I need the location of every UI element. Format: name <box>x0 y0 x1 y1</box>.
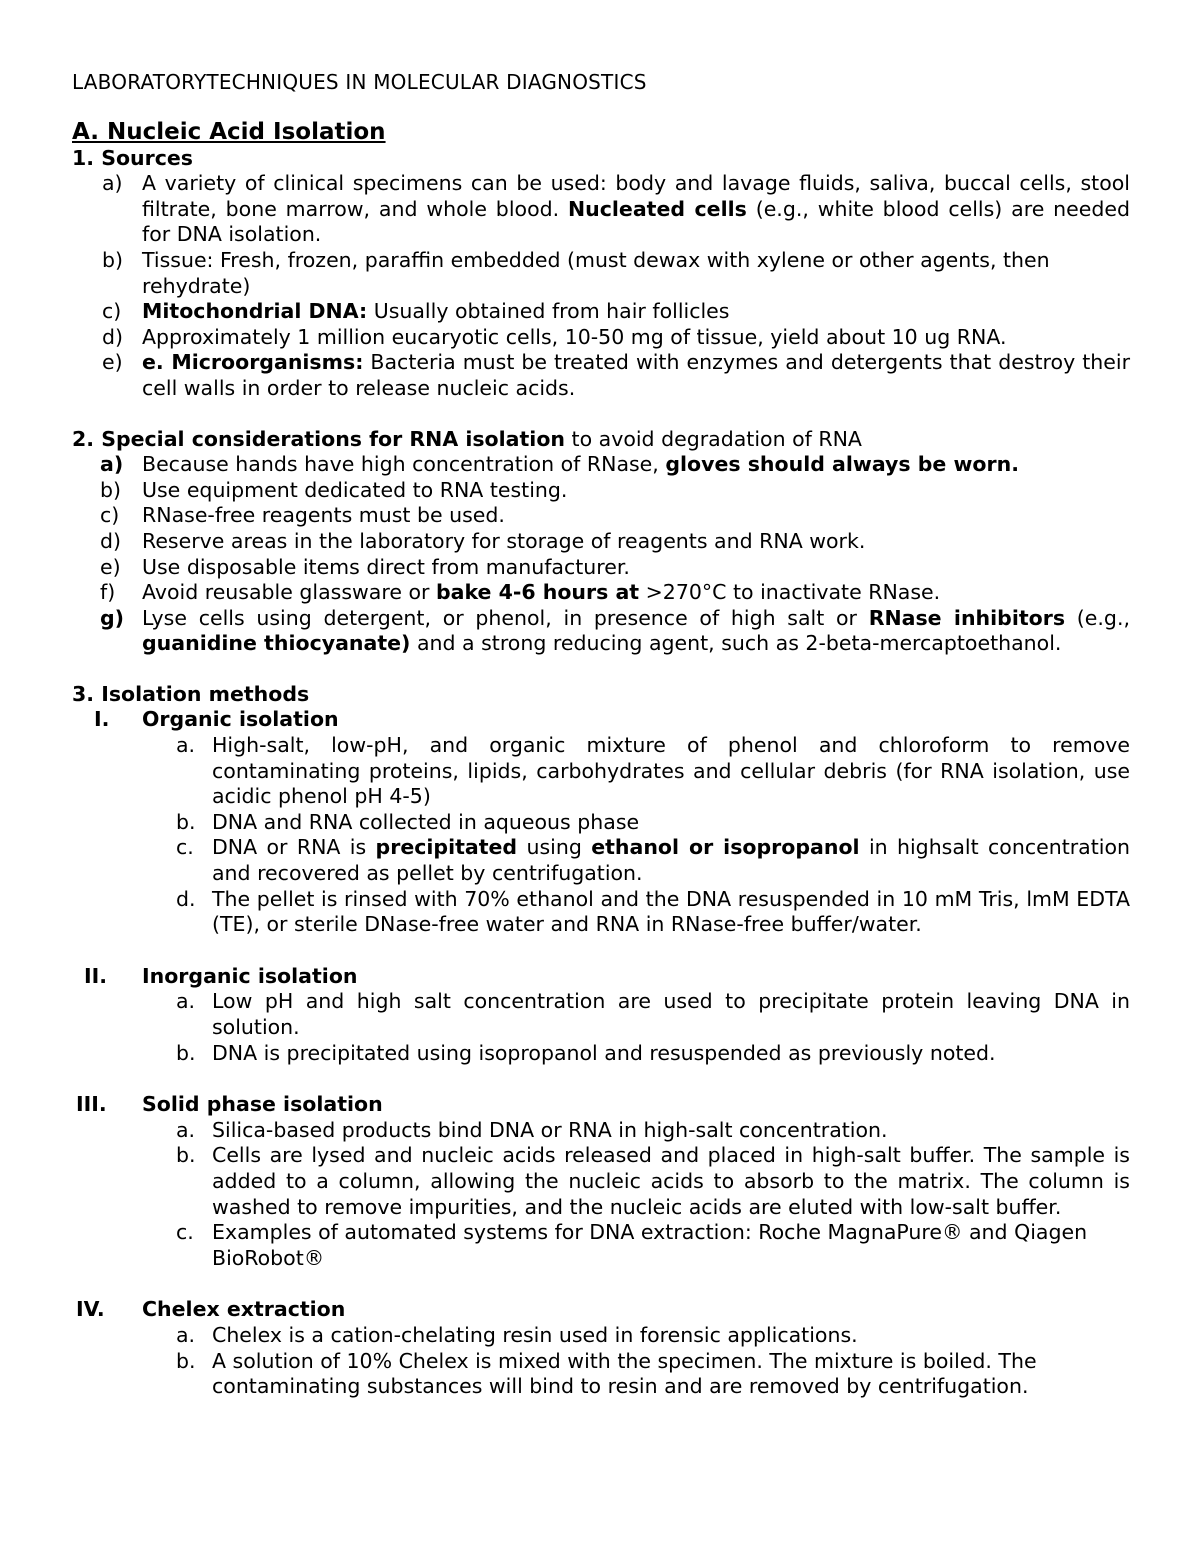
list-item <box>72 478 1130 504</box>
solid-phase-isolation-list <box>72 1118 1130 1272</box>
list-item <box>72 1041 1130 1067</box>
bold-term: bake 4-6 hours at <box>435 580 640 605</box>
list-marker: d) <box>102 324 124 349</box>
list-marker: c) <box>100 503 120 528</box>
bold-term: RNase inhibitors <box>868 605 1066 630</box>
list-marker: c. <box>176 835 194 860</box>
list-text: Cells are lysed and nucleic acids released and placed in high-salt buffer. The sample is added to a column, allowing the nucleic acids to absorb to the matrix. The column is washed to remove impurities, and the nucleic acids are eluted with low-salt buffer. <box>212 1143 1130 1219</box>
list-item <box>72 1220 1130 1271</box>
list-item <box>72 555 1130 581</box>
list-text: A solution of 10% Chelex is mixed with the specimen. The mixture is boiled. The contaminating substances will bind to resin and are removed by centrifugation. <box>212 1348 1037 1399</box>
list-text: Use equipment dedicated to RNA testing. <box>142 477 568 502</box>
list-item <box>72 1323 1130 1349</box>
list-text: and a strong reducing agent, such as 2-beta-mercaptoethanol. <box>410 631 1062 656</box>
list-text: DNA or RNA is <box>212 835 376 860</box>
bold-term: guanidine thiocyanate) <box>142 631 411 656</box>
list-item <box>72 452 1130 478</box>
list-marker: b) <box>100 477 122 502</box>
bold-term: gloves should always be worn. <box>665 452 1019 477</box>
list-text: (e.g., white blood cells) are needed for DNA isolation. <box>142 196 1131 247</box>
list-text: Use disposable items direct from manufacturer. <box>142 554 630 579</box>
list-item <box>72 580 1130 606</box>
list-text: Usually obtained from hair follicles <box>367 299 730 324</box>
list-text: Chelex is a cation-chelating resin used in forensic applications. <box>212 1322 858 1347</box>
list-marker: f) <box>100 580 116 605</box>
bold-term: Nucleated cells <box>568 196 747 221</box>
list-item <box>72 810 1130 836</box>
list-item <box>72 887 1130 938</box>
sources-list <box>72 171 1130 401</box>
list-marker: b) <box>102 247 124 272</box>
list-text: Lyse cells using detergent, or phenol, in presence of high salt or <box>142 605 869 630</box>
list-marker: e) <box>102 350 123 375</box>
list-text: The pellet is rinsed with 70% ethanol and the DNA resuspended in 10 mM Tris, lmM EDTA (TE), or sterile DNase-free water and RNA in RNase-free buffer/water. <box>212 886 1130 937</box>
bold-term: e. Microorganisms: <box>142 350 364 375</box>
bold-term: precipitated <box>375 835 518 860</box>
organic-isolation-list <box>72 733 1130 938</box>
inorganic-isolation-list <box>72 989 1130 1066</box>
list-text: Examples of automated systems for DNA extraction: Roche MagnaPure® and Qiagen BioRobot® <box>212 1220 1088 1270</box>
list-text: Low pH and high salt concentration are used to precipitate protein leaving DNA in solution. <box>212 989 1130 1039</box>
list-marker: a) <box>102 171 123 196</box>
list-item <box>72 1143 1130 1220</box>
list-text: Bacteria must be treated with enzymes and detergents that destroy their cell walls in order to release nucleic acids. <box>142 350 1130 400</box>
method-heading-solid-phase: III. Solid phase isolation <box>76 1092 383 1117</box>
chelex-extraction-list <box>72 1323 1130 1400</box>
method-heading-inorganic: II. Inorganic isolation <box>84 963 358 988</box>
rna-considerations-heading: 2. Special considerations for RNA isolation to avoid degradation of RNA <box>72 426 862 451</box>
list-item <box>72 989 1130 1040</box>
list-text: A variety of clinical specimens can be used: body and lavage fluids, saliva, buccal cells, stool filtrate, bone marrow, and whole blood. <box>142 171 1130 221</box>
list-text: DNA and RNA collected in aqueous phase <box>212 809 640 834</box>
sources-heading: 1. Sources <box>72 145 193 170</box>
list-item <box>72 529 1130 555</box>
list-marker: e) <box>100 554 121 579</box>
list-text: RNase-free reagents must be used. <box>142 503 505 528</box>
list-marker: d. <box>176 886 196 911</box>
section-a-heading: A. Nucleic Acid Isolation <box>72 118 386 145</box>
list-text: Because hands have high concentration of RNase, <box>142 452 666 477</box>
list-marker: a. <box>176 989 196 1014</box>
list-item <box>72 248 1130 299</box>
list-text: Silica-based products bind DNA or RNA in high-salt concentration. <box>212 1117 888 1142</box>
list-text: in highsalt concentration and recovered as pellet by centrifugation. <box>212 835 1130 886</box>
list-marker: a. <box>176 1322 196 1347</box>
list-item <box>72 325 1130 351</box>
document-title: LABORATORYTECHNIQUES IN MOLECULAR DIAGNOSTICS <box>72 70 647 94</box>
list-item <box>72 299 1130 325</box>
list-marker: b. <box>176 1348 196 1373</box>
list-text: Tissue: Fresh, frozen, paraffin embedded (must dewax with xylene or other agents, then rehydrate) <box>142 247 1050 298</box>
list-text: (e.g., <box>1065 605 1130 630</box>
list-text: DNA is precipitated using isopropanol and resuspended as previously noted. <box>212 1040 996 1065</box>
list-marker: d) <box>100 528 122 553</box>
list-text: >270°C to inactivate RNase. <box>639 580 941 605</box>
list-item <box>72 171 1130 248</box>
list-marker: g) <box>100 605 125 630</box>
list-marker: a. <box>176 733 196 758</box>
list-text: Approximately 1 million eucaryotic cells, 10-50 mg of tissue, yield about 10 ug RNA. <box>142 324 1007 349</box>
list-marker: b. <box>176 809 196 834</box>
list-marker: b. <box>176 1040 196 1065</box>
bold-term: ethanol or isopropanol <box>591 835 860 860</box>
list-item <box>72 503 1130 529</box>
rna-considerations-list <box>72 452 1130 657</box>
list-marker: c. <box>176 1220 194 1245</box>
list-item <box>72 835 1130 886</box>
bold-term: Mitochondrial DNA: <box>142 299 368 324</box>
list-text: using <box>517 835 592 860</box>
list-item <box>72 350 1130 401</box>
method-heading-chelex: IV. Chelex extraction <box>76 1297 346 1322</box>
list-text: High-salt, low-pH, and organic mixture of phenol and chloroform to remove contaminating proteins, lipids, carbohydrates and cellular debris (for RNA isolation, use acidic phenol pH 4-5) <box>212 733 1130 809</box>
list-item <box>72 733 1130 810</box>
list-item <box>72 1349 1130 1400</box>
list-marker: b. <box>176 1143 196 1168</box>
list-text: Avoid reusable glassware or <box>142 580 436 605</box>
list-marker: a. <box>176 1117 196 1142</box>
list-marker: a) <box>100 452 124 477</box>
list-text: Reserve areas in the laboratory for storage of reagents and RNA work. <box>142 528 866 553</box>
method-heading-organic: I. Organic isolation <box>94 707 339 732</box>
isolation-methods-heading: 3. Isolation methods <box>72 681 310 706</box>
list-marker: c) <box>102 299 122 324</box>
list-item <box>72 1118 1130 1144</box>
list-item <box>72 606 1130 657</box>
document-body <box>72 70 1130 1400</box>
